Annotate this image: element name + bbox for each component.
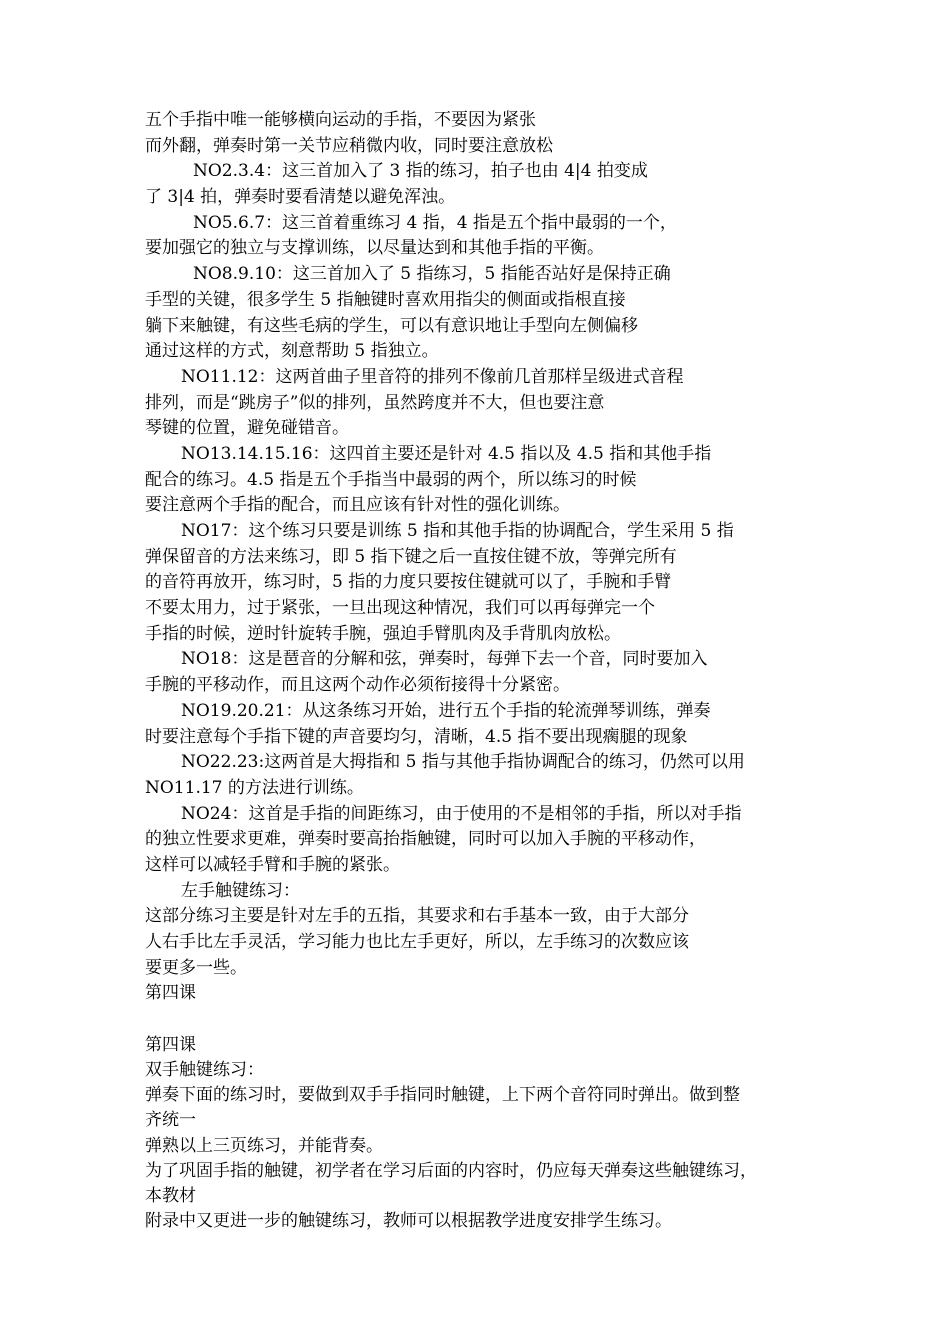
- text-line: 双手触键练习：: [145, 1059, 264, 1080]
- text-line: 要注意两个手指的配合，而且应该有针对性的强化训练。: [145, 495, 570, 516]
- text-line: 弹保留音的方法来练习，即 5 指下键之后一直按住键不放，等弹完所有: [145, 546, 677, 567]
- text-line: 配合的练习。4.5 指是五个手指当中最弱的两个，所以练习的时候: [145, 469, 637, 490]
- text-line: NO13.14.15.16：这四首主要还是针对 4.5 指以及 4.5 指和其他手指: [181, 443, 712, 464]
- text-line: 躺下来触键，有这些毛病的学生，可以有意识地让手型向左侧偏移: [145, 315, 638, 336]
- text-line: 琴键的位置，避免碰错音。: [145, 418, 349, 439]
- text-line: 手腕的平移动作，而且这两个动作必须衔接得十分紧密。: [145, 675, 570, 696]
- text-line: 弹奏下面的练习时，要做到双手手指同时触键，上下两个音符同时弹出。做到整: [145, 1085, 740, 1106]
- text-line: 齐统一: [145, 1110, 196, 1131]
- text-line: 而外翻，弹奏时第一关节应稍微内收，同时要注意放松: [145, 135, 553, 156]
- upper-section: [145, 108, 845, 1007]
- text-line: NO11.12：这两首曲子里音符的排列不像前几首那样呈级进式音程: [181, 366, 684, 387]
- text-line: 了 3|4 拍，弹奏时要看清楚以避免浑浊。: [145, 187, 456, 208]
- text-line: 本教材: [145, 1185, 196, 1206]
- text-line: 要更多一些。: [145, 957, 247, 978]
- text-line: 五个手指中唯一能够横向运动的手指，不要因为紧张: [145, 110, 536, 130]
- text-line: 人右手比左手灵活，学习能力也比左手更好，所以，左手练习的次数应该: [145, 932, 689, 952]
- lower-section: [145, 1033, 845, 1235]
- text-line: NO2.3.4：这三首加入了 3 指的练习，拍子也由 4|4 拍变成: [193, 161, 648, 182]
- text-line: 手型的关键，很多学生 5 指触键时喜欢用指尖的侧面或指根直接: [145, 289, 626, 310]
- text-line: 通过这样的方式，刻意帮助 5 指独立。: [145, 341, 439, 362]
- text-line: 这样可以减轻手臂和手腕的紧张。: [145, 854, 400, 875]
- lesson-heading: 第四课: [145, 1034, 196, 1055]
- text-line: 第四课: [145, 983, 196, 1004]
- text-line: 这部分练习主要是针对左手的五指，其要求和右手基本一致，由于大部分: [145, 906, 689, 927]
- text-line: NO11.17 的方法进行训练。: [145, 777, 364, 798]
- text-line: 要加强它的独立与支撑训练，以尽量达到和其他手指的平衡。: [145, 238, 604, 259]
- text-line: NO22.23:这两首是大拇指和 5 指与其他手指协调配合的练习，仍然可以用: [181, 752, 745, 773]
- text-line: 弹熟以上三页练习，并能背奏。: [145, 1135, 383, 1156]
- text-line: 排列，而是“跳房子”似的排列，虽然跨度并不大，但也要注意: [145, 392, 605, 413]
- text-line: 的音符再放开，练习时，5 指的力度只要按住键就可以了，手腕和手臂: [145, 572, 672, 593]
- text-line: 为了巩固手指的触键，初学者在学习后面的内容时，仍应每天弹奏这些触键练习，: [145, 1160, 757, 1181]
- text-line: NO17：这个练习只要是训练 5 指和其他手指的协调配合，学生采用 5 指: [181, 521, 734, 541]
- text-line: 不要太用力，过于紧张，一旦出现这种情况，我们可以再每弹完一个: [145, 598, 655, 619]
- text-line: NO8.9.10：这三首加入了 5 指练习，5 指能否站好是保持正确: [193, 264, 671, 285]
- text-line: 手指的时候，逆时针旋转手腕，强迫手臂肌肉及手背肌肉放松。: [145, 623, 621, 644]
- text-line: 的独立性要求更难，弹奏时要高抬指触键，同时可以加入手腕的平移动作，: [145, 829, 706, 850]
- text-line: 左手触键练习：: [181, 880, 300, 901]
- text-line: 附录中又更进一步的触键练习，教师可以根据教学进度安排学生练习。: [145, 1211, 672, 1232]
- section-gap: [145, 1007, 845, 1033]
- text-line: NO24：这首是手指的间距练习，由于使用的不是相邻的手指，所以对手指: [181, 803, 742, 824]
- text-line: NO18：这是琶音的分解和弦，弹奏时，每弹下去一个音，同时要加入: [181, 649, 708, 670]
- text-line: NO5.6.7：这三首着重练习 4 指，4 指是五个指中最弱的一个，: [193, 212, 677, 233]
- text-line: 时要注意每个手指下键的声音要均匀，清晰，4.5 指不要出现瘸腿的现象: [145, 726, 688, 747]
- document-page: [145, 108, 845, 1234]
- text-line: NO19.20.21：从这条练习开始，进行五个手指的轮流弹琴训练，弹奏: [181, 700, 711, 721]
